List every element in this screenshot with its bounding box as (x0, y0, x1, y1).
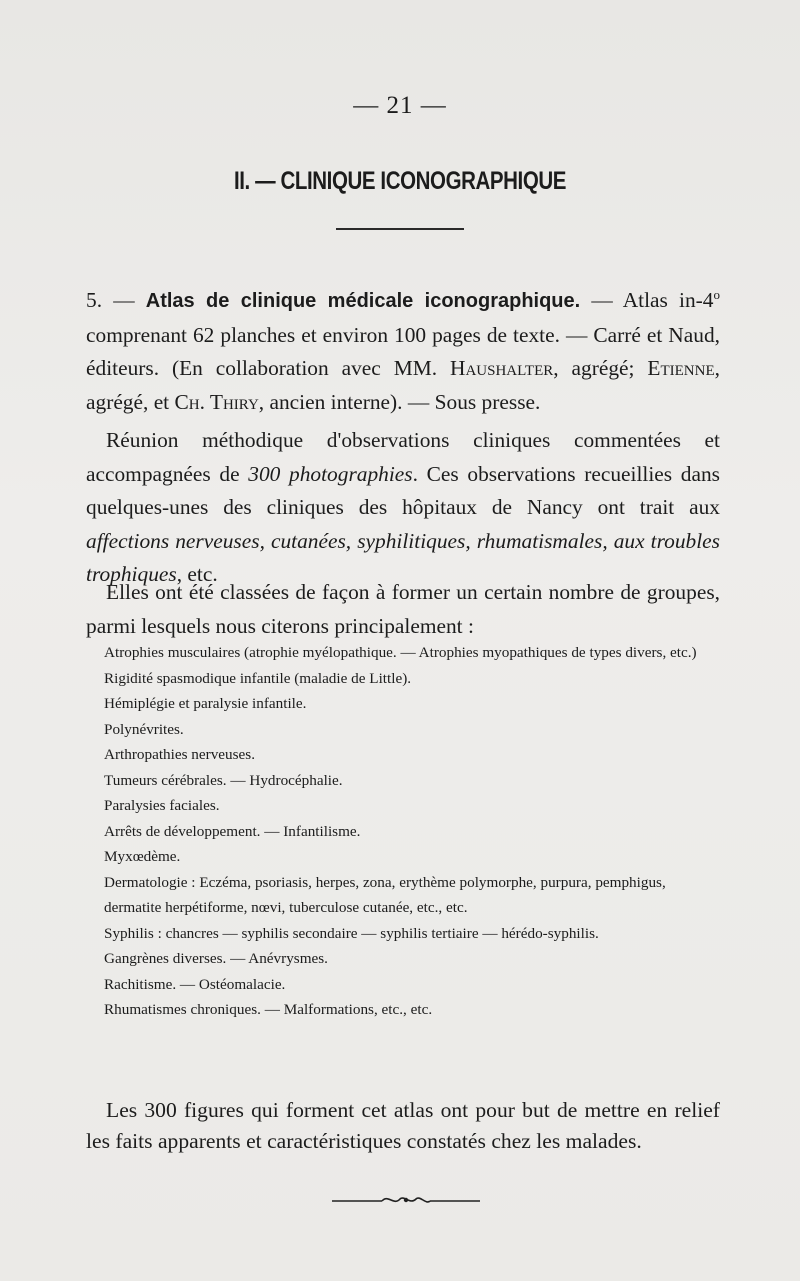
author-etienne: Etienne (647, 356, 715, 381)
description-text-3: , etc. (176, 562, 218, 586)
entry-text-4: , agrégé, et (86, 356, 720, 414)
closing-paragraph: Les 300 figures qui forment cet atlas ont pour but de mettre en relief les faits apparents et caractéristiques constatés chez les malades. (86, 1098, 720, 1153)
entry-text-5: , ancien interne). — Sous presse. (258, 389, 541, 414)
classification-paragraph: Elles ont été classées de façon à former un certain nombre de groupes, parmi lesquels nous citerons principalement : (86, 580, 720, 638)
description-text-2: . Ces observations recueillies dans quelques-unes des cliniques des hôpitaux de Nancy ont trait aux (86, 461, 720, 519)
author-thiry: Ch. Thiry (174, 389, 259, 414)
title-rule (336, 228, 464, 230)
entry-text-1: — Atlas in-4 (580, 288, 714, 313)
list-item: Hémiplégie et paralysie infantile. (104, 695, 307, 712)
entry-superscript: o (713, 287, 720, 302)
entry-paragraph (86, 278, 720, 419)
list-item: Gangrènes diverses. — Anévrysmes. (104, 950, 328, 967)
list-item: Syphilis : chancres — syphilis secondaire — syphilis tertiaire — hérédo-syphilis. (104, 924, 599, 942)
list-item: Myxœdème. (104, 848, 181, 865)
entry-heading: Atlas de clinique médicale iconographique. (145, 290, 581, 313)
list-item: Arthropathies nerveuses. (104, 746, 255, 763)
list-item: Paralysies faciales. (104, 797, 220, 814)
list-item: Tumeurs cérébrales. — Hydrocéphalie. (104, 771, 343, 789)
list-item: Rhumatismes chroniques. — Malformations, etc., etc. (104, 1001, 433, 1018)
section-title: II. — CLINIQUE ICONOGRAPHIQUE (233, 167, 567, 195)
groups-list (104, 640, 720, 1023)
list-item: Dermatologie : Eczéma, psoriasis, herpes, zona, erythème polymorphe, purpura, pemphigus, dermatite herpétiforme, nœvi, tuberculose cutanée, etc., etc. (104, 873, 666, 916)
entry-text-2: comprenant 62 planches et environ 100 pages de texte. — Carré et Naud, éditeurs. (En collaboration avec MM. (86, 322, 720, 381)
description-italic-1: 300 photographies (248, 461, 413, 486)
page-number: — 21 — (353, 92, 447, 119)
description-paragraph (86, 424, 720, 592)
list-item: Rigidité spasmodique infantile (maladie de Little). (104, 669, 412, 687)
ornament-icon (330, 1188, 482, 1212)
description-text-1: Réunion méthodique d'observations cliniques commentées et accompagnées de (86, 428, 720, 486)
author-haushalter: Haushalter (450, 356, 554, 381)
list-item: Arrêts de développement. — Infantilisme. (104, 822, 361, 840)
entry-number: 5. — (86, 288, 135, 313)
entry-text-3: , agrégé; (553, 356, 648, 381)
list-item: Atrophies musculaires (atrophie myélopathique. — Atrophies myopathiques de types divers, etc.) (104, 644, 697, 661)
list-item: Polynévrites. (104, 720, 184, 738)
description-italic-2: affections nerveuses, cutanées, syphilitiques, rhumatismales, aux troubles trophiques (86, 528, 720, 586)
list-item: Rachitisme. — Ostéomalacie. (104, 975, 286, 993)
